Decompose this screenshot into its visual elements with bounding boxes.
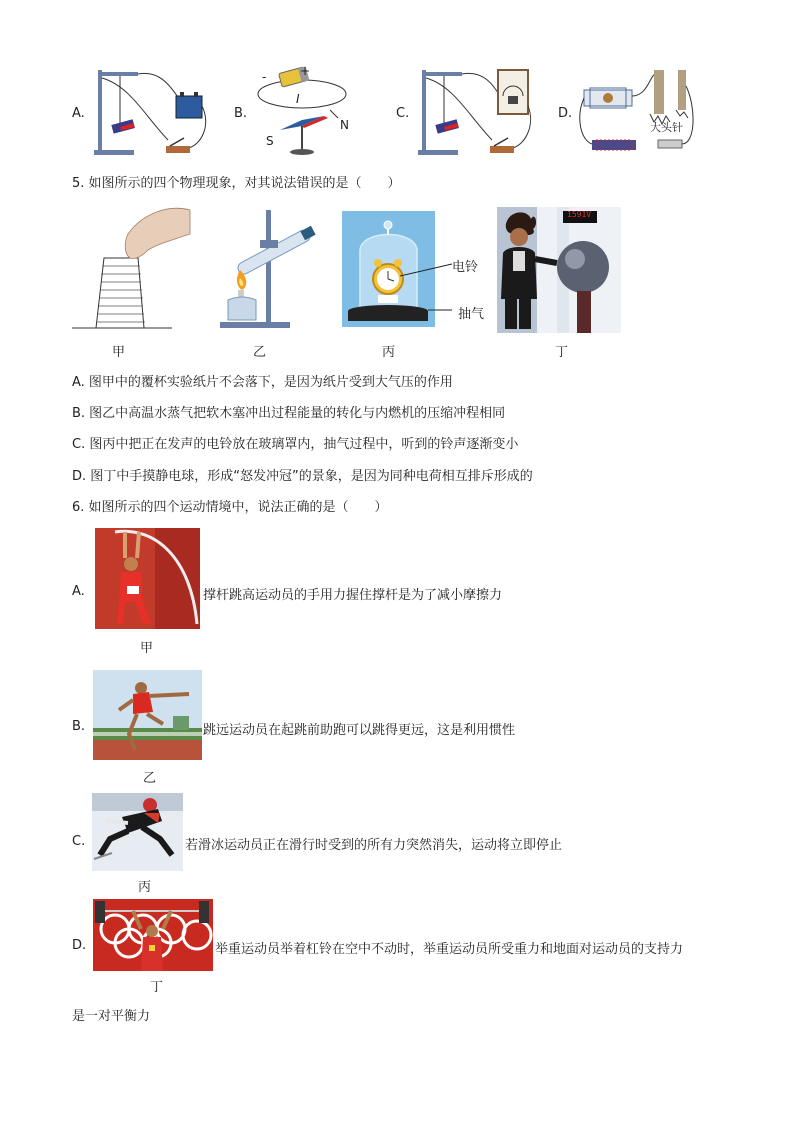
q6-option-b-letter: B. (72, 719, 86, 734)
caption-bing: 丙 (382, 345, 396, 360)
q5-option-d: D. 图丁中手摸静电球，形成“怒发冲冠”的景象，是因为同种电荷相互排斥形成的 (72, 469, 533, 484)
question-6-stem: 6. 如图所示的四个运动情境中，说法正确的是（ ） (72, 500, 388, 515)
caption-yi: 乙 (253, 345, 267, 360)
q5-option-b: B. 图乙中高温水蒸气把软木塞冲出过程能量的转化与内燃机的压缩冲程相同 (72, 406, 506, 421)
photo-long-jump (93, 670, 202, 760)
q6-caption-bing: 丙 (138, 880, 152, 895)
figure-a-magnet-switch-battery (90, 66, 210, 158)
bing-bell-label: 电铃 (452, 260, 479, 275)
photo-pole-vault (95, 528, 200, 629)
b-plus-sign: + (300, 64, 311, 78)
figure-ding-static-ball (497, 207, 621, 333)
figure-yi-test-tube (220, 208, 320, 332)
caption-jia: 甲 (112, 345, 126, 360)
q6-option-d-continuation: 是一对平衡力 (72, 1009, 151, 1024)
q6-option-c-text: 若滑冰运动员正在滑行时受到的所有力突然消失，运动将立即停止 (185, 838, 563, 853)
figure-c-magnet-switch-meter (414, 66, 534, 158)
q6-option-a-text: 撑杆跳高运动员的手用力握住撑杆是为了减小摩擦力 (203, 588, 503, 603)
figure-d-electromagnet-pins (578, 66, 702, 158)
q6-caption-ding: 丁 (150, 980, 164, 995)
q6-option-a-letter: A. (72, 584, 85, 599)
b-north-label: N (340, 118, 349, 132)
photo-speed-skating (92, 793, 183, 871)
q6-option-d-text: 举重运动员举着杠铃在空中不动时，举重运动员所受重力和地面对运动员的支持力 (215, 942, 684, 957)
bing-leader-lines (400, 258, 456, 316)
b-south-label: S (266, 134, 274, 148)
b-current-label: I (296, 92, 300, 106)
q6-caption-yi: 乙 (143, 771, 157, 786)
option-d-label: D. (558, 106, 573, 121)
figure-jia-cup-experiment (72, 204, 192, 332)
q6-caption-jia: 甲 (140, 641, 154, 656)
q6-option-d-letter: D. (72, 938, 87, 953)
caption-ding: 丁 (555, 345, 569, 360)
bing-pump-label: 抽气 (458, 307, 485, 322)
option-a-label: A. (72, 106, 85, 121)
q6-option-c-letter: C. (72, 834, 86, 849)
photo-weightlifting (93, 899, 213, 971)
q5-option-a: A. 图甲中的覆杯实验纸片不会落下，是因为纸片受到大气压的作用 (72, 375, 453, 390)
q6-option-b-text: 跳远运动员在起跳前助跑可以跳得更远，这是利用惯性 (203, 723, 516, 738)
ding-counter-display: 1591V (567, 210, 592, 219)
question-5-stem: 5. 如图所示的四个物理现象，对其说法错误的是（ ） (72, 176, 401, 191)
d-pins-label: 大头针 (650, 121, 683, 134)
option-c-label: C. (396, 106, 410, 121)
option-b-label: B. (234, 106, 248, 121)
b-minus-sign: - (262, 70, 267, 84)
q5-option-c: C. 图丙中把正在发声的电铃放在玻璃罩内，抽气过程中，听到的铃声逐渐变小 (72, 437, 519, 452)
